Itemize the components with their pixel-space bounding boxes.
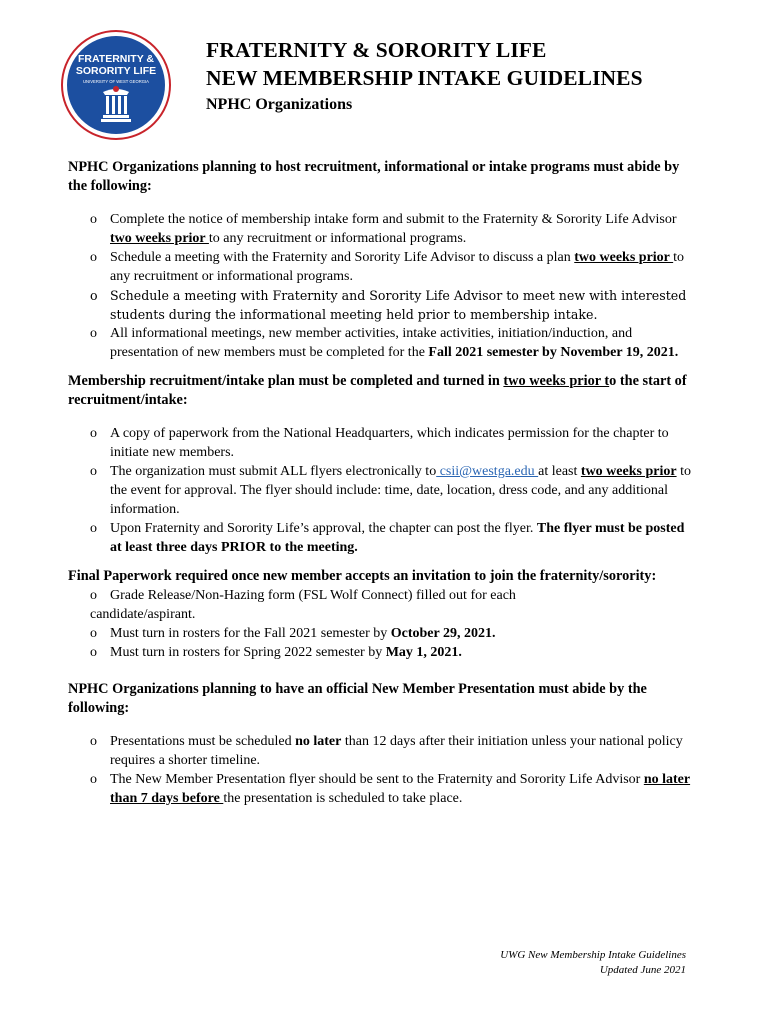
footer-line-1: UWG New Membership Intake Guidelines: [500, 949, 686, 961]
footer-line-2: Updated June 2021: [599, 964, 686, 976]
list-item: o A copy of paperwork from the National Headquarters, which indicates permission for the chapter to initiate new members.: [90, 426, 669, 460]
section-final-paperwork: [68, 567, 698, 662]
list-item: o Schedule a meeting with Fraternity and Sorority Life Advisor to meet new with interested students during the informational meeting held prior to membership intake.: [90, 288, 687, 322]
page-footer: [500, 948, 686, 978]
logo-line2: SORORITY LIFE: [75, 65, 157, 77]
list-item: o Presentations must be scheduled no later than 12 days after their initiation unless your national policy requires a shorter timeline.: [90, 734, 683, 768]
list-item: o Must turn in rosters for the Fall 2021 semester by October 29, 2021.: [90, 626, 496, 641]
section-heading: NPHC Organizations planning to host recruitment, informational or intake programs must abide by the following:: [68, 159, 680, 194]
fsl-logo: [61, 30, 171, 140]
list-item: o The New Member Presentation flyer should be sent to the Fraternity and Sorority Life Advisor no later than 7 days before the presentation is scheduled to take place.: [90, 772, 691, 806]
section-heading: NPHC Organizations planning to have an official New Member Presentation must abide by the following:: [68, 681, 647, 716]
list-item-continuation: candidate/aspirant.: [90, 607, 196, 622]
list-item: o The organization must submit ALL flyers electronically to csii@westga.edu at least two weeks prior to the event for approval. The flyer should include: time, date, location, dress code, and any additional information.: [90, 464, 691, 517]
email-link[interactable]: csii@westga.edu: [436, 464, 539, 479]
section-host-programs: [68, 158, 698, 362]
section-intake-plan: [68, 372, 698, 557]
logo-line3: UNIVERSITY OF WEST GEORGIA: [83, 79, 149, 84]
list-item: o All informational meetings, new member activities, intake activities, initiation/induction, and presentation of new members must be completed for the Fall 2021 semester by November 19, 2021.: [90, 326, 679, 360]
logo-line1: FRATERNITY &: [77, 53, 155, 65]
list-item: o Grade Release/Non-Hazing form (FSL Wolf Connect) filled out for each: [90, 588, 516, 603]
section-new-member-presentation: [68, 680, 698, 808]
title-line-1: FRATERNITY & SORORITY LIFE: [206, 38, 547, 62]
subtitle: NPHC Organizations: [206, 96, 353, 113]
section-heading: Final Paperwork required once new member accepts an invitation to join the fraternity/sorority:: [68, 568, 657, 584]
section-heading: Membership recruitment/intake plan must be completed and turned in two weeks prior to the start of recruitment/intake:: [68, 373, 687, 408]
list-item: o Schedule a meeting with the Fraternity and Sorority Life Advisor to discuss a plan two weeks prior to any recruitment or informational programs.: [90, 250, 685, 284]
list-item: o Must turn in rosters for Spring 2022 semester by May 1, 2021.: [90, 645, 462, 660]
document-body: [68, 158, 698, 808]
list-item: o Upon Fraternity and Sorority Life’s approval, the chapter can post the flyer. The flyer must be posted at least three days PRIOR to the meeting.: [90, 521, 685, 555]
title-line-2: NEW MEMBERSHIP INTAKE GUIDELINES: [206, 66, 643, 90]
header: [206, 36, 643, 114]
list-item: o Complete the notice of membership intake form and submit to the Fraternity & Sorority Life Advisor two weeks prior to any recruitment or informational programs.: [90, 212, 677, 246]
